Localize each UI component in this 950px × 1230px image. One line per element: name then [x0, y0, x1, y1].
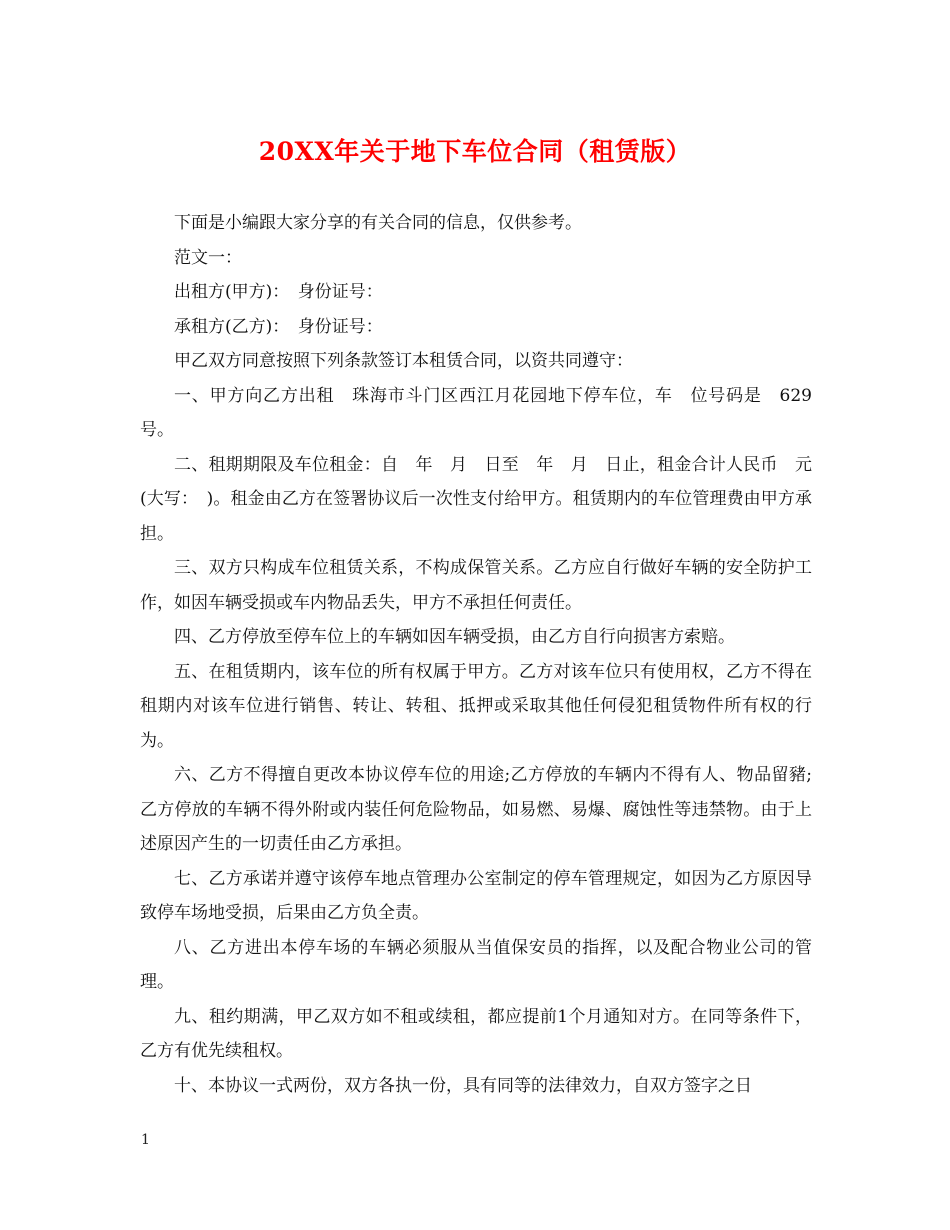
- clause-7: 七、乙方承诺并遵守该停车地点管理办公室制定的停车管理规定，如因为乙方原因导致停车场地受损，后果由乙方负全责。: [140, 868, 812, 923]
- paragraph-lessee: 承租方(乙方)： 身份证号：: [174, 316, 383, 337]
- page-number: 1: [141, 1132, 150, 1148]
- clause-10: 十、本协议一式两份，双方各执一份，具有同等的法律效力，自双方签字之日: [174, 1075, 752, 1096]
- clause-4: 四、乙方停放至停车位上的车辆如因车辆受损，由乙方自行向损害方索赔。: [174, 627, 735, 647]
- clause-1: 一、甲方向乙方出租 珠海市斗门区西江月花园地下停车位，车 位号码是 629号。: [140, 385, 812, 440]
- document-title: 20XX年关于地下车位合同（租赁版）: [258, 137, 692, 166]
- paragraph-lessor: 出租方(甲方)： 身份证号：: [174, 282, 383, 302]
- paragraph-agreement: 甲乙双方同意按照下列条款签订本租赁合同，以资共同遵守：: [174, 351, 633, 371]
- document-body: [140, 206, 812, 1103]
- paragraph-intro: 下面是小编跟大家分享的有关合同的信息，仅供参考。: [174, 213, 582, 233]
- paragraph-sample-label: 范文一：: [174, 247, 242, 268]
- clause-5: 五、在租赁期内，该车位的所有权属于甲方。乙方对该车位只有使用权，乙方不得在租期内对该车位进行销售、转让、转租、抵押或采取其他任何侵犯租赁物件所有权的行为。: [140, 661, 812, 751]
- clause-2: 二、租期期限及车位租金：自 年 月 日至 年 月 日止，租金合计人民币 元(大写： )。租金由乙方在签署协议后一次性支付给甲方。租赁期内的车位管理费由甲方承担。: [140, 454, 812, 544]
- clause-6: 六、乙方不得擅自更改本协议停车位的用途;乙方停放的车辆内不得有人、物品留豬;乙方停放的车辆不得外附或内装任何危险物品，如易燃、易爆、腐蚀性等违禁物。由于上述原因产生的一切责任由乙方承担。: [140, 765, 812, 854]
- clause-8: 八、乙方进出本停车场的车辆必须服从当值保安员的指挥，以及配合物业公司的管理。: [140, 937, 812, 992]
- clause-3: 三、双方只构成车位租赁关系，不构成保管关系。乙方应自行做好车辆的安全防护工作，如因车辆受损或车内物品丢失，甲方不承担任何责任。: [140, 558, 812, 613]
- clause-9: 九、租约期满，甲乙双方如不租或续租，都应提前1个月通知对方。在同等条件下，乙方有优先续租权。: [140, 1006, 812, 1061]
